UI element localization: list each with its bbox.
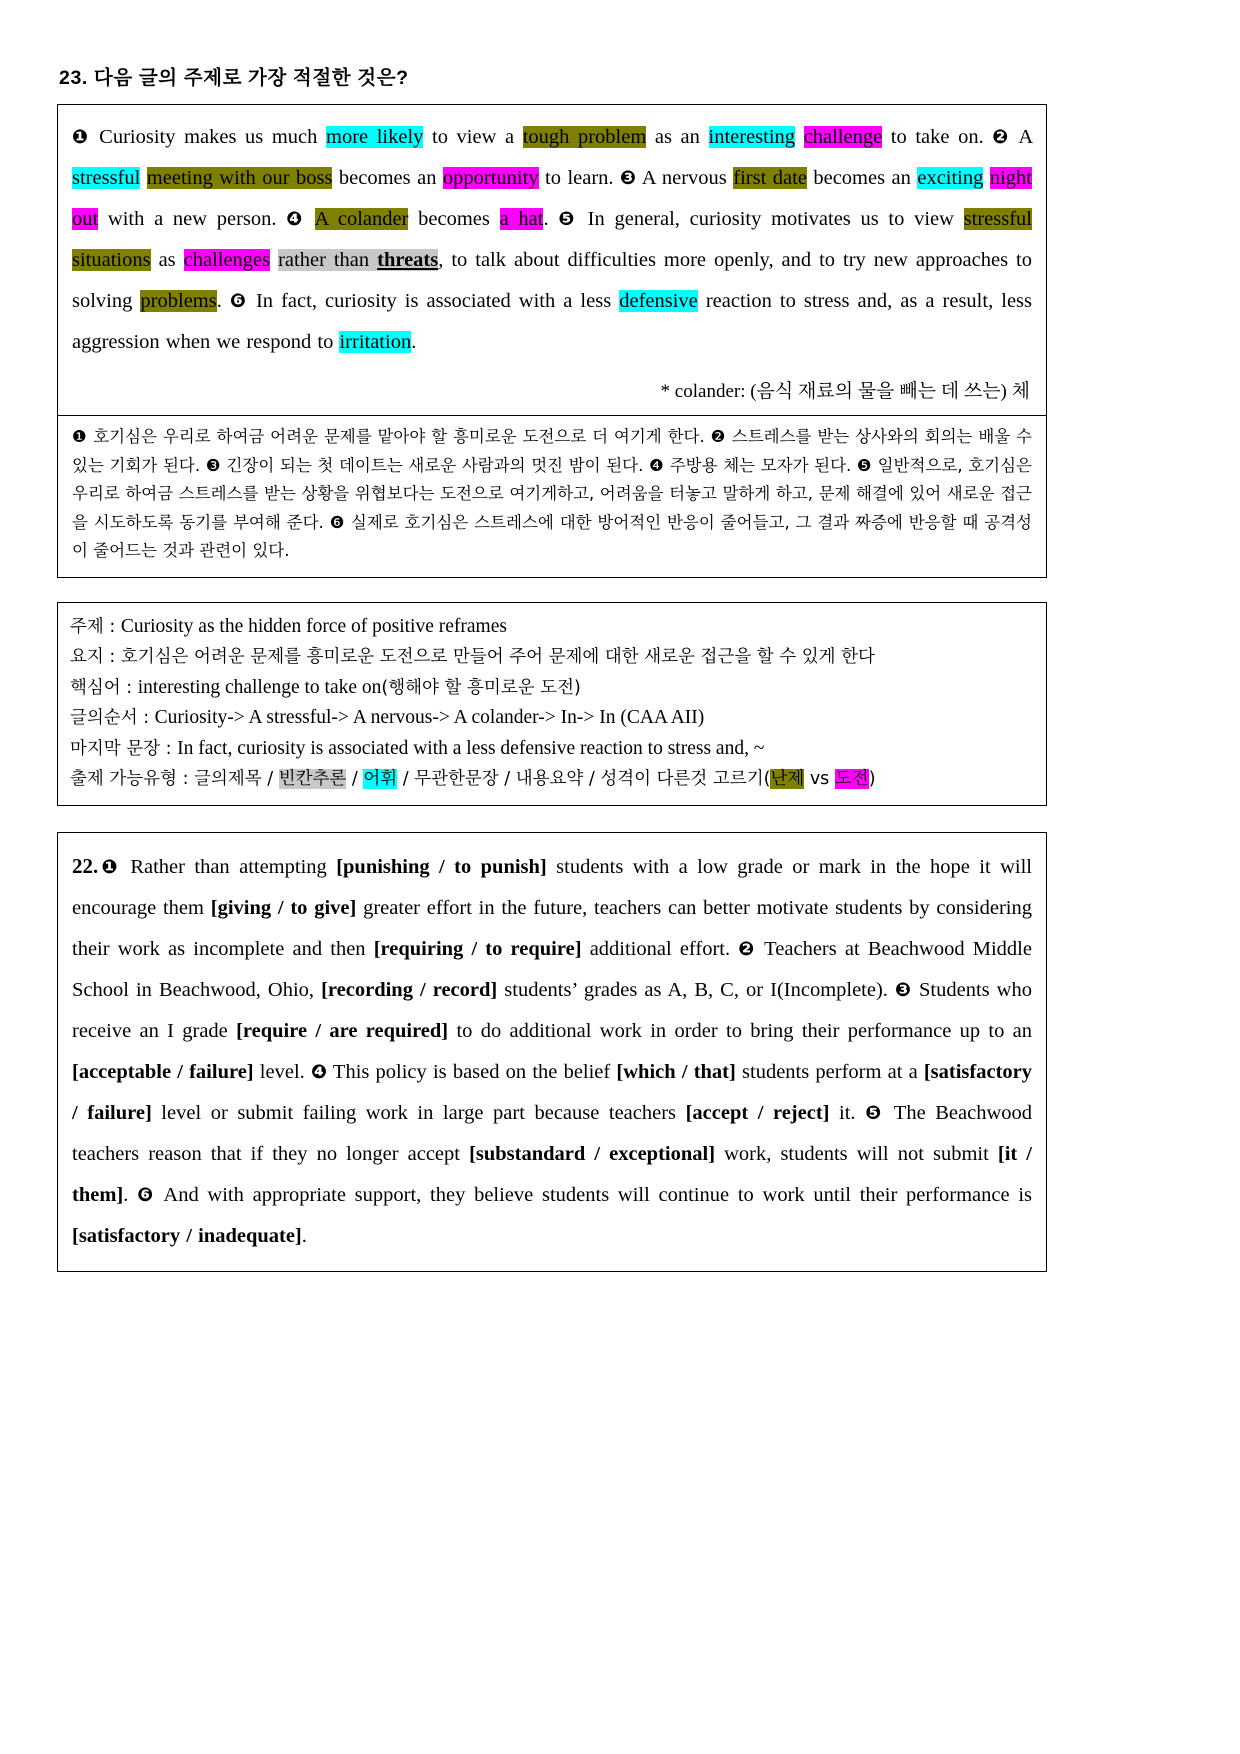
summary-row-gist: 요지 : 호기심은 어려운 문제를 흥미로운 도전으로 만들어 주어 문제에 대한 새로운 접근을 할 수 있게 한다 <box>70 647 875 667</box>
page-content <box>57 62 1047 1272</box>
english-passage <box>72 117 1032 363</box>
summary-row-last-sentence: 마지막 문장 : In fact, curiosity is associated with a less defensive reaction to stress and, ~ <box>70 737 765 759</box>
summary-box <box>57 602 1047 806</box>
summary-row-keyword: 핵심어 : interesting challenge to take on(행해야 할 흥미로운 도전) <box>70 676 581 698</box>
types-label: 출제 가능유형 <box>70 769 177 789</box>
question-22-box <box>57 832 1047 1272</box>
question-22-number: 22. <box>72 853 99 878</box>
korean-translation <box>72 416 1032 571</box>
topic-value: Curiosity as the hidden force of positive reframes <box>120 615 507 637</box>
order-value: Curiosity-> A stressful-> A nervous-> A colander-> In-> In (CAA AII) <box>154 707 705 728</box>
summary-row-order: 글의순서 : Curiosity-> A stressful-> A nervous-> A colander-> In-> In (CAA AII) <box>70 707 705 728</box>
keyword-value-en: interesting challenge to take on <box>137 676 382 698</box>
gist-value: 호기심은 어려운 문제를 흥미로운 도전으로 만들어 주어 문제에 대한 새로운 접근을 할 수 있게 한다 <box>120 647 875 667</box>
colander-footnote: * colander: (음식 재료의 물을 빼는 데 쓰는) 체 <box>660 381 1030 402</box>
summary-row-types <box>70 764 1034 795</box>
question-23-passage-box <box>57 104 1047 578</box>
last-sentence-label: 마지막 문장 <box>70 738 161 759</box>
english-passage-text: ❶ Curiosity makes us much more likely to view a tough problem as an interesting challenge to take on. ❷ A stressful meeting with our boss becomes an opportunity to learn. ❸ A nervous first date becomes an exciting night out with a new person. ❹ A colander becomes a hat. ❺ In general, curiosity motivates us to view stressful situations as challenges rather than threats, to talk about difficulties more openly, and to try new approaches to solving problems. ❻ In fact, curiosity is associated with a less defensive reaction to stress and, as a result, less aggression when we respond to irritation. <box>72 126 1033 353</box>
keyword-value-kr: (행해야 할 흥미로운 도전) <box>381 677 581 698</box>
question-23-heading: 23. 다음 글의 주제로 가장 적절한 것은? <box>59 67 409 89</box>
question-22-text <box>72 846 1032 1257</box>
order-label: 글의순서 <box>70 708 138 728</box>
types-value: : 글의제목 / 빈칸추론 / 어휘 / 무관한문장 / 내용요약 / 성격이 다른것 고르기(난제 vs 도전) <box>177 769 876 789</box>
korean-translation-text: ❶ 호기심은 우리로 하여금 어려운 문제를 맡아야 할 흥미로운 도전으로 더 여기게 한다. ❷ 스트레스를 받는 상사와의 회의는 배울 수 있는 기회가 된다. ❸ 긴장이 되는 첫 데이트는 새로운 사람과의 멋진 밤이 된다. ❹ 주방용 체는 모자가 된다. ❺ 일반적으로, 호기심은 우리로 하여금 스트레스를 받는 상황을 위협보다는 도전으로 여기게하고, 어려움을 터놓고 말하게 하고, 문제 해결에 있어 새로운 접근을 시도하도록 동기를 부여해 준다. ❻ 실제로 호기심은 스트레스에 대한 방어적인 반응이 줄어들고, 그 결과 짜증에 반응할 때 공격성이 줄어드는 것과 관련이 있다. <box>72 427 1032 560</box>
gist-label: 요지 <box>70 647 104 667</box>
last-sentence-value: In fact, curiosity is associated with a less defensive reaction to stress and, ~ <box>177 737 765 759</box>
question-22-passage <box>72 846 1032 1257</box>
question-22-body: ❶ Rather than attempting [punishing / to punish] students with a low grade or mark in the hope it will encourage them [giving / to give] greater effort in the future, teachers can better motivate students by considering their work as incomplete and then [requiring / to require] additional effort. ❷ Teachers at Beachwood Middle School in Beachwood, Ohio, [recording / record] students’ grades as A, B, C, or I(Incomplete). ❸ Students who receive an I grade [require / are required] to do additional work in order to bring their performance up to an [acceptable / failure] level. ❹ This policy is based on the belief [which / that] students perform at a [satisfactory / failure] level or submit failing work in large part because teachers [accept / reject] it. ❺ The Beachwood teachers reason that if they no longer accept [substandard / exceptional] work, students will not submit [it / them]. ❻ And with appropriate support, they believe students will continue to work until their performance is [satisfactory / inadequate]. <box>72 855 1033 1247</box>
topic-label: 주제 <box>70 616 104 637</box>
keyword-label: 핵심어 <box>70 677 121 698</box>
summary-row-topic: 주제 : Curiosity as the hidden force of positive reframes <box>70 615 507 637</box>
